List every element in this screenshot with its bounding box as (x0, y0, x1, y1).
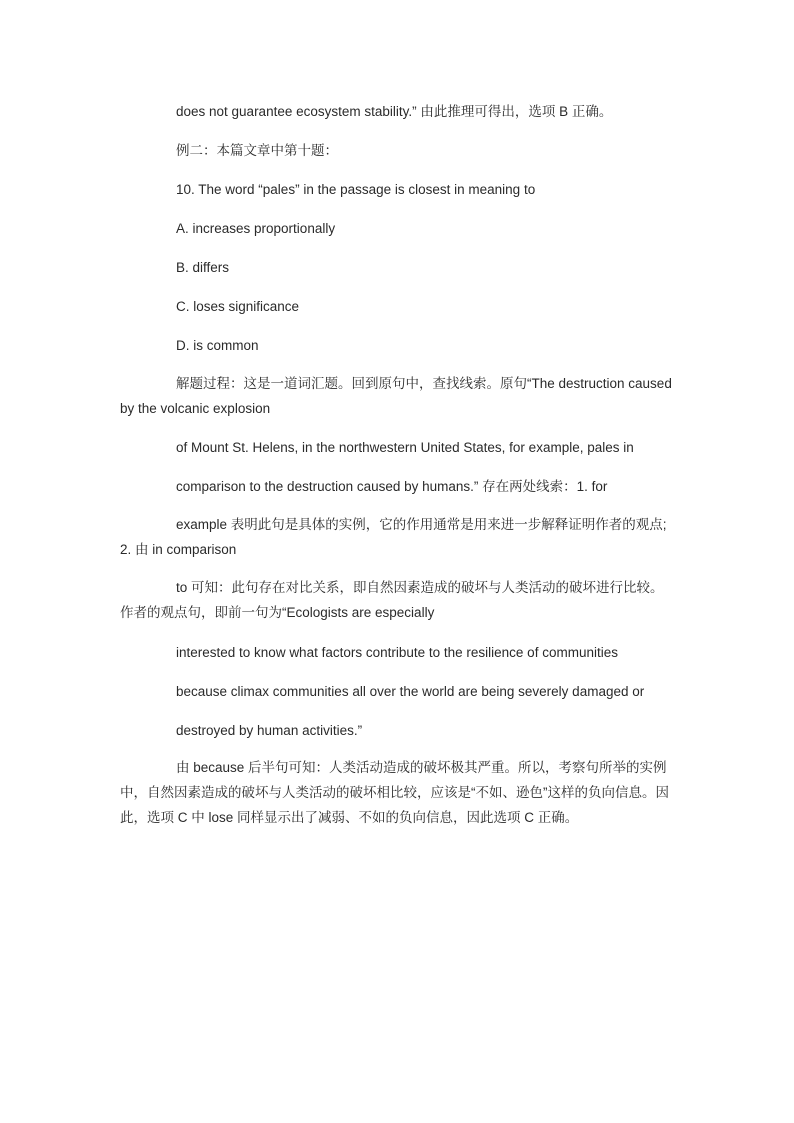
option-d: D. is common (176, 338, 259, 353)
text-line-because: because climax communities all over the world are being severely damaged or (176, 684, 645, 699)
text-line-stability: does not guarantee ecosystem stability.” 由此推理可得出，选项 B 正确。 (176, 104, 613, 119)
text-line-example-two: 例二：本篇文章中第十题： (176, 143, 338, 158)
solution-paragraph: 解题过程：这是一道词汇题。回到原句中，查找线索。原句“The destruction caused by the volcanic explosion (120, 376, 672, 416)
option-b: B. differs (176, 260, 230, 275)
text-line-mount-st-helens: of Mount St. Helens, in the northwestern United States, for example, pales in (176, 440, 634, 455)
comparison-paragraph: to 可知：此句存在对比关系，即自然因素造成的破坏与人类活动的破坏进行比较。作者的观点句，即前一句为“Ecologists are especially (120, 580, 664, 620)
question-ten: 10. The word “pales” in the passage is closest in meaning to (176, 182, 536, 197)
text-line-interested: interested to know what factors contribute to the resilience of communities (176, 645, 618, 660)
text-line-destroyed: destroyed by human activities.” (176, 723, 363, 738)
example-paragraph: example 表明此句是具体的实例，它的作用通常是用来进一步解释证明作者的观点;2. 由 in comparison (120, 517, 667, 557)
option-c: C. loses significance (176, 299, 300, 314)
option-a: A. increases proportionally (176, 221, 336, 236)
conclusion-paragraph: 由 because 后半句可知：人类活动造成的破坏极其严重。所以，考察句所举的实例中，自然因素造成的破坏与人类活动的破坏相比较，应该是“不如、逊色”这样的负向信息。因此，选项 C 中 lose 同样显示出了减弱、不如的负向信息，因此选项 C 正确。 (120, 760, 669, 825)
text-line-comparison: comparison to the destruction caused by humans.” 存在两处线索：1. for (176, 479, 608, 494)
